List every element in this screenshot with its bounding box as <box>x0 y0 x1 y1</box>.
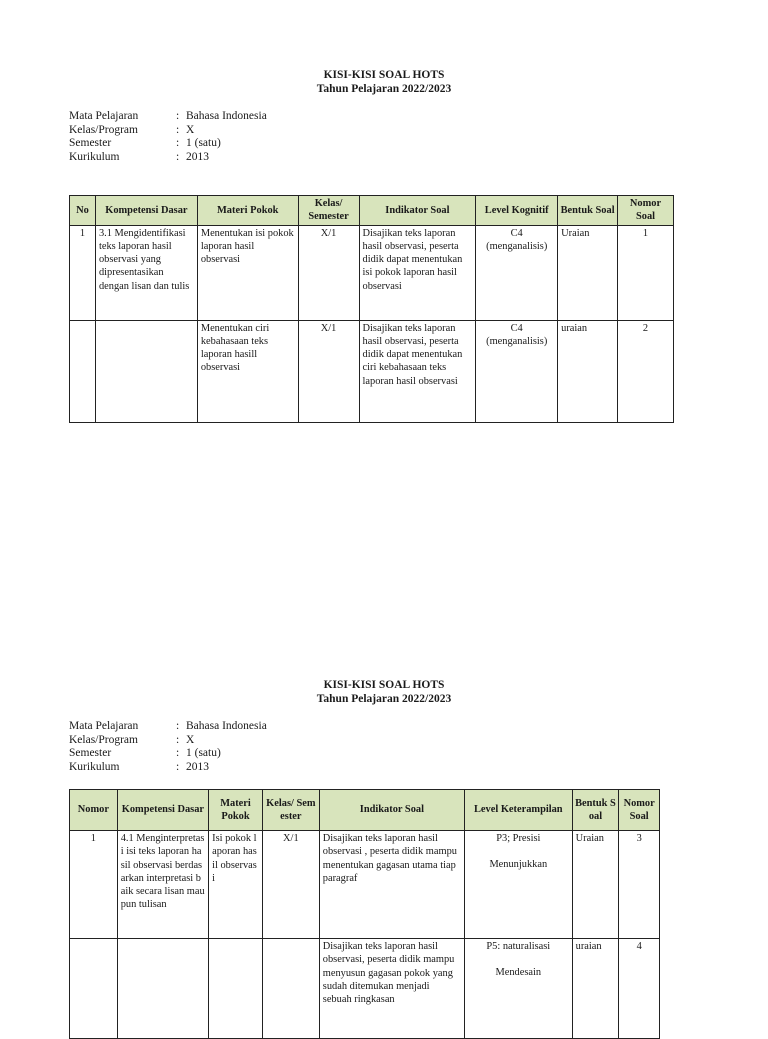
cell-indikator-soal: Disajikan teks laporan hasil observasi , peserta didik mampu menentukan gagasan utama tiap paragraf <box>319 831 464 939</box>
header-materi-pokok: Materi Pokok <box>209 790 263 831</box>
info-row-kelas-program: Kelas/Program : X <box>69 733 195 746</box>
header-materi-pokok: Materi Pokok <box>197 196 298 226</box>
header-kelas-semester: Kelas/ Semester <box>262 790 319 831</box>
cell-kompetensi-dasar <box>95 320 197 422</box>
kisi-kisi-table <box>69 789 660 1039</box>
cell-bentuk-soal: uraian <box>558 320 618 422</box>
header-nomor-soal: Nomor Soal <box>619 790 660 831</box>
info-row-kurikulum: Kurikulum : 2013 <box>69 150 209 163</box>
kisi-kisi-table <box>69 195 674 423</box>
cell-materi-pokok: Menentukan ciri kebahasaan teks laporan hasill observasi <box>197 320 298 422</box>
info-row-mata-pelajaran: Mata Pelajaran : Bahasa Indonesia <box>69 110 267 122</box>
header-level-kognitif: Level Kognitif <box>476 196 558 226</box>
cell-indikator-soal: Disajikan teks laporan hasil observasi, peserta didik dapat menentukan ciri kebahasaan teks laporan hasil observasi <box>359 320 476 422</box>
document-title: KISI-KISI SOAL HOTS <box>323 69 445 81</box>
level-verb: Menunjukkan <box>489 859 548 871</box>
cell-level-kognitif: C4 (menganalisis) <box>476 320 558 422</box>
header-nomor-soal: Nomor Soal <box>618 196 674 226</box>
header-kelas-semester: Kelas/ Semester <box>298 196 359 226</box>
table-row <box>70 831 660 939</box>
document-info <box>69 720 267 774</box>
table-row <box>70 320 674 422</box>
header-indikator-soal: Indikator Soal <box>319 790 464 831</box>
header-kompetensi-dasar: Kompetensi Dasar <box>117 790 208 831</box>
info-row-semester: Semester : 1 (satu) <box>69 747 221 759</box>
document-subtitle: Tahun Pelajaran 2022/2023 <box>316 693 452 705</box>
cell-bentuk-soal: uraian <box>572 939 619 1039</box>
cell-materi-pokok: Menentukan isi pokok laporan hasil observasi <box>197 225 298 320</box>
header-nomor: Nomor <box>70 790 118 831</box>
level-value: P3; Presisi <box>496 833 541 844</box>
table-header-row <box>70 196 674 226</box>
header-level-keterampilan: Level Keterampilan <box>464 790 572 831</box>
cell-kelas-semester: X/1 <box>298 225 359 320</box>
cell-indikator-soal: Disajikan teks laporan hasil observasi, peserta didik mampu menyusun gagasan pokok yang sudah ditemukan menjadi sebuah ringkasan <box>319 939 464 1039</box>
cell-nomor-soal: 3 <box>619 831 660 939</box>
header-no: No <box>70 196 96 226</box>
cell-bentuk-soal: Uraian <box>572 831 619 939</box>
cell-indikator-soal: Disajikan teks laporan hasil observasi, peserta didik dapat menentukan isi pokok laporan hasil observasi <box>359 225 476 320</box>
table-header-row <box>70 790 660 831</box>
info-row-mata-pelajaran: Mata Pelajaran : Bahasa Indonesia <box>69 720 267 732</box>
info-row-kelas-program: Kelas/Program : X <box>69 123 195 136</box>
info-row-kurikulum: Kurikulum : 2013 <box>69 760 209 773</box>
cell-kelas-semester: X/1 <box>298 320 359 422</box>
cell-nomor-soal: 2 <box>618 320 674 422</box>
document-title: KISI-KISI SOAL HOTS <box>323 679 445 691</box>
info-row-semester: Semester : 1 (satu) <box>69 137 221 149</box>
cell-nomor-soal: 4 <box>619 939 660 1039</box>
cell-materi-pokok: Isi pokok laporan hasil observasi <box>209 831 263 939</box>
cell-no <box>70 320 96 422</box>
table-row <box>70 225 674 320</box>
header-indikator-soal: Indikator Soal <box>359 196 476 226</box>
cell-bentuk-soal: Uraian <box>558 225 618 320</box>
cell-no: 1 <box>70 831 118 939</box>
header-bentuk-soal: Bentuk Soal <box>558 196 618 226</box>
cell-level-keterampilan <box>464 831 572 939</box>
cell-kompetensi-dasar: 3.1 Mengidentifikasi teks laporan hasil observasi yang dipresentasikan dengan lisan dan tulis <box>95 225 197 320</box>
level-value: P5: naturalisasi <box>486 941 551 952</box>
cell-no: 1 <box>70 225 96 320</box>
cell-kelas-semester: X/1 <box>262 831 319 939</box>
cell-level-kognitif: C4 (menganalisis) <box>476 225 558 320</box>
cell-kompetensi-dasar: 4.1 Menginterpretasi isi teks laporan hasil observasi berdasarkan interpretasi baik secara lisan maupun tulisan <box>117 831 208 939</box>
cell-nomor-soal: 1 <box>618 225 674 320</box>
level-verb: Mendesain <box>495 967 542 979</box>
document-subtitle: Tahun Pelajaran 2022/2023 <box>316 83 452 95</box>
header-kompetensi-dasar: Kompetensi Dasar <box>95 196 197 226</box>
document-info <box>69 110 267 164</box>
header-bentuk-soal: Bentuk Soal <box>572 790 619 831</box>
